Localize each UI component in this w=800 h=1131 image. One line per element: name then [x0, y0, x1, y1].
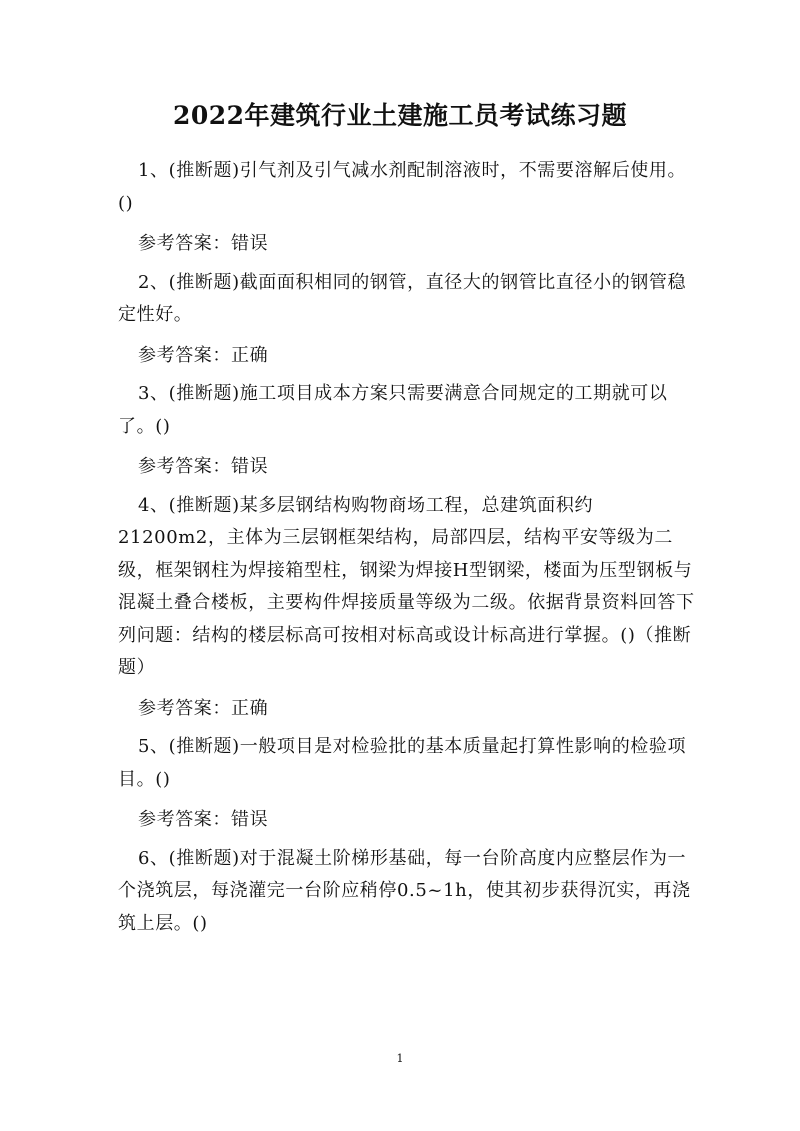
page-title: 2022年建筑行业土建施工员考试练习题: [172, 101, 628, 130]
answer-3: 参考答案：错误: [138, 456, 269, 477]
question-1: 1、(推断题)引气剂及引气减水剂配制溶液时，不需要溶解后使用。(): [118, 160, 687, 214]
answer-2: 参考答案：正确: [138, 344, 269, 366]
question-3: 3、(推断题)施工项目成本方案只需要满意合同规定的工期就可以了。(): [118, 383, 668, 437]
answer-4: 参考答案：正确: [138, 697, 269, 719]
question-6: 6、(推断题)对于混凝土阶梯形基础，每一台阶高度内应整层作为一个浇筑层，每浇灌完一台阶应稍停0.5~1h，使其初步获得沉实，再浇筑上层。(): [118, 847, 691, 934]
question-4: 4、(推断题)某多层钢结构购物商场工程，总建筑面积约21200m2，主体为三层钢框架结构，局部四层，结构平安等级为二级，框架钢柱为焊接箱型柱，钢梁为焊接H型钢梁，楼面为压型钢板与混凝土叠合楼板，主要构件焊接质量等级为二级。依据背景资料回答下列问题：结构的楼层标高可按相对标高或设计标高进行掌握。()（推断题）: [118, 494, 695, 678]
question-2: 2、(推断题)截面面积相同的钢管，直径大的钢管比直径小的钢管稳定性好。: [118, 271, 687, 325]
answer-5: 参考答案：错误: [138, 809, 269, 830]
answer-1: 参考答案：错误: [138, 233, 269, 254]
question-list: [118, 155, 698, 940]
page-number: 1: [396, 1052, 404, 1065]
question-5: 5、(推断题)一般项目是对检验批的基本质量起打算性影响的检验项目。(): [118, 736, 687, 790]
